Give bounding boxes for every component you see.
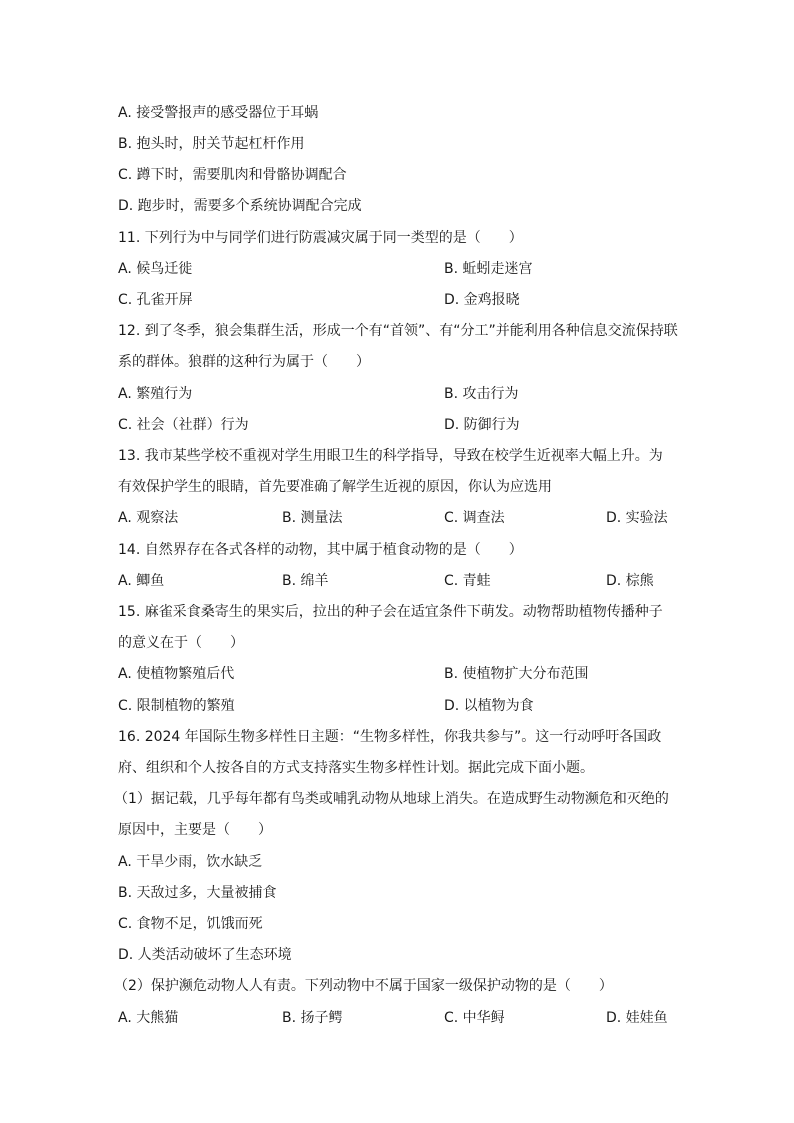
q16-sub1-option-c: C. 食物不足，饥饿而死 [118,916,263,932]
q11-option-c: C. 孔雀开屏 [118,292,193,308]
q15-stem-line1: 15. 麻雀采食桑寄生的果实后，拉出的种子会在适宜条件下萌发。动物帮助植物传播种子 [118,604,663,620]
q15-option-b: B. 使植物扩大分布范围 [444,666,589,682]
q13-option-b: B. 测量法 [282,510,343,526]
q12-option-c: C. 社会（社群）行为 [118,417,249,433]
q13-option-c: C. 调查法 [444,510,505,526]
q16-stem-line1: 16. 2024 年国际生物多样性日主题：“生物多样性，你我共参与”。这一行动呼吁各国政 [118,729,662,745]
q16-sub2-option-b: B. 扬子鳄 [282,1010,343,1026]
q10-option-d: D. 跑步时，需要多个系统协调配合完成 [118,198,362,214]
q10-option-b: B. 抱头时，肘关节起杠杆作用 [118,136,305,152]
q16-sub2-stem: （2）保护濒危动物人人有责。下列动物中不属于国家一级保护动物的是（ ） [114,978,613,994]
q11-option-a: A. 候鸟迁徙 [118,261,193,277]
q16-sub1-stem-line1: （1）据记载，几乎每年都有鸟类或哺乳动物从地球上消失。在造成野生动物濒危和灭绝的 [114,791,669,807]
q13-option-d: D. 实验法 [606,510,668,526]
q11-stem: 11. 下列行为中与同学们进行防震减灾属于同一类型的是（ ） [118,230,523,246]
q13-option-a: A. 观察法 [118,510,179,526]
q14-option-a: A. 鲫鱼 [118,573,165,589]
q10-option-a: A. 接受警报声的感受器位于耳蜗 [118,105,319,121]
q14-option-c: C. 青蛙 [444,573,491,589]
q15-option-d: D. 以植物为食 [444,698,534,714]
q11-option-b: B. 蚯蚓走迷宫 [444,261,533,277]
q15-option-c: C. 限制植物的繁殖 [118,698,235,714]
q12-stem-line2: 系的群体。狼群的这种行为属于（ ） [118,354,370,370]
q16-sub2-option-c: C. 中华鲟 [444,1010,505,1026]
q12-option-a: A. 繁殖行为 [118,386,193,402]
q16-sub1-option-d: D. 人类活动破坏了生态环境 [118,947,292,963]
q14-stem: 14. 自然界存在各式各样的动物，其中属于植食动物的是（ ） [118,542,523,558]
q16-sub2-option-a: A. 大熊猫 [118,1010,179,1026]
q14-option-d: D. 棕熊 [606,573,654,589]
q15-option-a: A. 使植物繁殖后代 [118,666,235,682]
q12-stem-line1: 12. 到了冬季，狼会集群生活，形成一个有“首领”、有“分工”并能利用各种信息交流保持联 [118,323,678,339]
q16-sub1-option-b: B. 天敌过多，大量被捕食 [118,885,277,901]
q12-option-b: B. 攻击行为 [444,386,519,402]
q13-stem-line1: 13. 我市某些学校不重视对学生用眼卫生的科学指导，导致在校学生近视率大幅上升。为 [118,448,663,464]
q10-option-c: C. 蹲下时，需要肌肉和骨骼协调配合 [118,167,347,183]
q15-stem-line2: 的意义在于（ ） [118,635,244,651]
q16-sub2-option-d: D. 娃娃鱼 [606,1010,668,1026]
q11-option-d: D. 金鸡报晓 [444,292,520,308]
q14-option-b: B. 绵羊 [282,573,329,589]
q12-option-d: D. 防御行为 [444,417,520,433]
q16-sub1-stem-line2: 原因中，主要是（ ） [118,822,272,838]
q16-stem-line2: 府、组织和个人按各自的方式支持落实生物多样性计划。据此完成下面小题。 [118,760,594,776]
q16-sub1-option-a: A. 干旱少雨，饮水缺乏 [118,854,263,870]
q13-stem-line2: 有效保护学生的眼睛，首先要准确了解学生近视的原因，你认为应选用 [118,479,552,495]
